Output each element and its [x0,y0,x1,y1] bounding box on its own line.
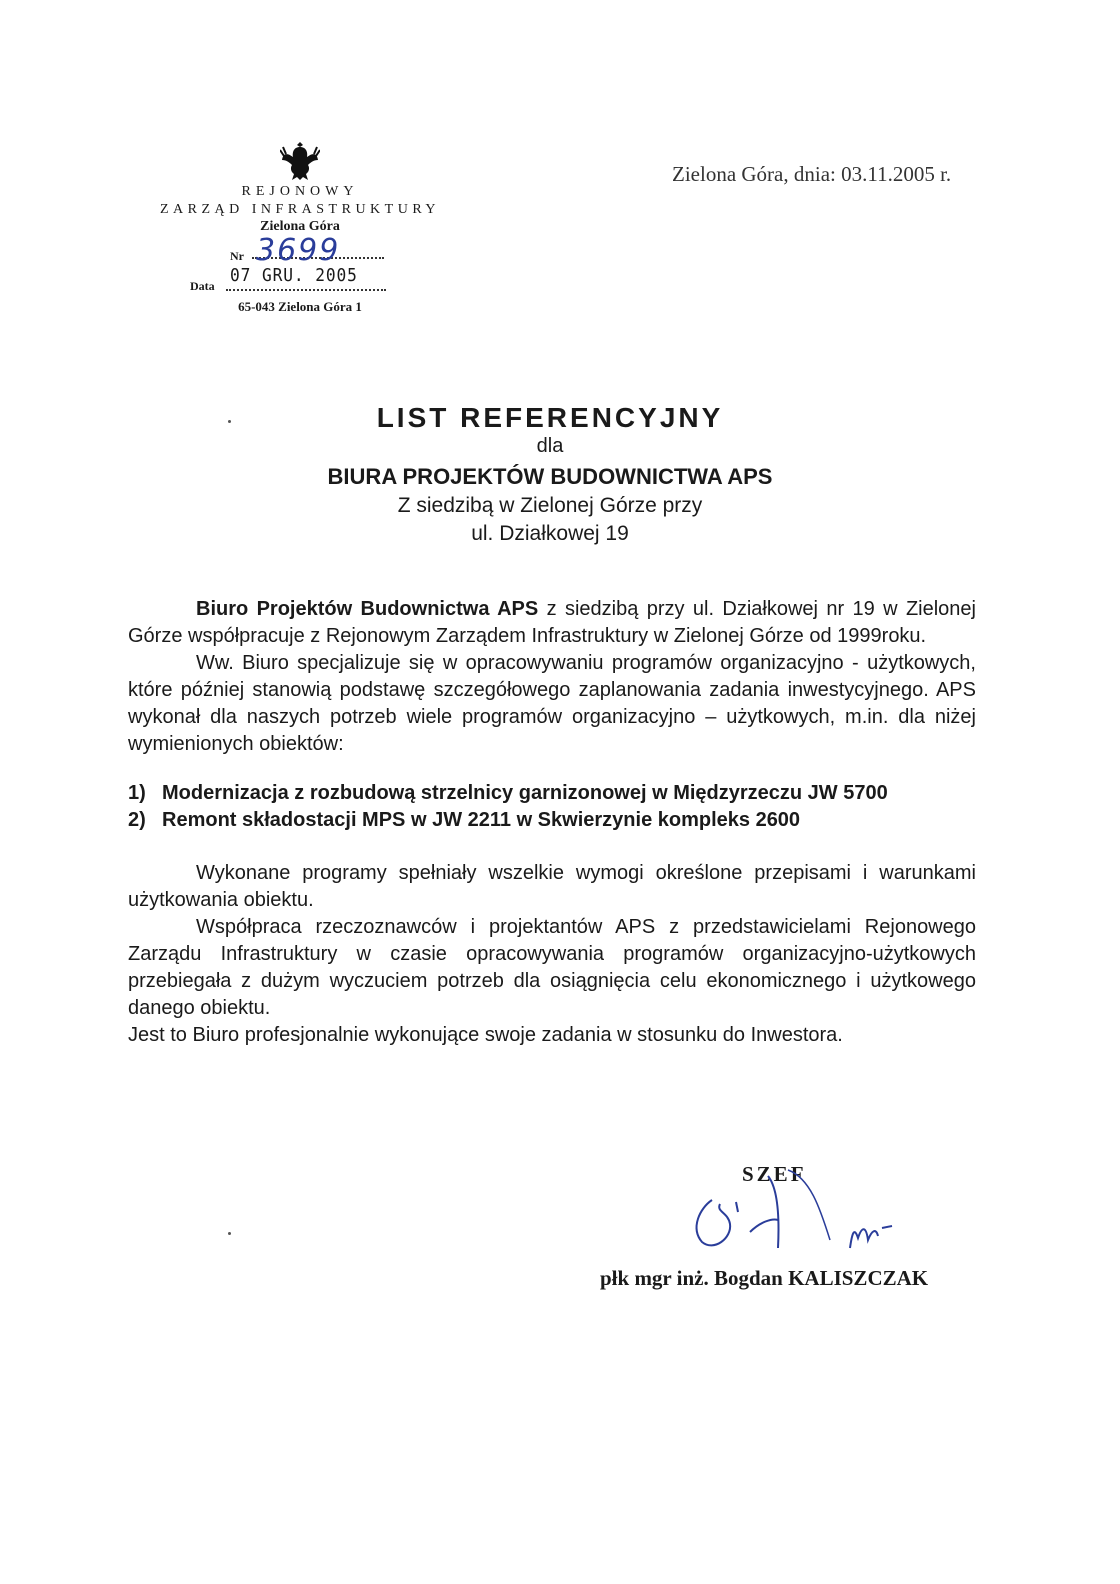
stamp-number-row [140,235,460,269]
paragraph-3: Wykonane programy spełniały wszelkie wymogi określone przepisami i warunkami użytkowania obiektu. [128,862,976,911]
title-company: BIURA PROJEKTÓW BUDOWNICTWA APS [327,464,773,489]
list-item [128,807,976,834]
letter-title: LIST REFERENCYJNY [376,402,724,433]
list-item-number: 1) [128,782,146,804]
nr-label: Nr [230,249,244,263]
stamp-title-line2: ZARZĄD INFRASTRUKTURY [159,202,440,217]
stamp-city: Zielona Góra [260,219,340,234]
letter-body [128,596,976,1049]
signature-title: SZEF [742,1162,807,1186]
company-name-bold: Biuro Projektów Budownictwa APS [196,598,539,620]
title-address-line2: ul. Działkowej 19 [471,522,629,545]
polish-eagle-icon [280,138,320,182]
objects-list [128,780,976,834]
office-stamp [140,138,460,315]
paragraph-5: Jest to Biuro profesjonalnie wykonujące swoje zadania w stosunku do Inwestora. [128,1024,843,1046]
title-address-line1: Z siedzibą w Zielonej Górze przy [397,494,703,517]
stamp-title-line1: REJONOWY [241,184,359,199]
handwritten-signature [680,1168,910,1258]
signatory-name: płk mgr inż. Bogdan KALISZCZAK [600,1266,929,1290]
list-item-text: Modernizacja z rozbudową strzelnicy garnizonowej w Międzyrzeczu JW 5700 [162,782,888,804]
data-dotted-line [226,289,386,291]
list-item-number: 2) [128,809,146,831]
paragraph-2: Ww. Biuro specjalizuje się w opracowywaniu programów organizacyjno - użytkowych, które później stanowią podstawę szczegółowego zaplanowania zadania inwestycyjnego. APS wykonał dla naszych potrzeb wiele programów organizacyjno – użytkowych, m.in. dla niżej wymienionych obiektów: [128,652,976,755]
data-stamped-value: 07 GRU. 2005 [230,265,358,286]
title-block [200,402,900,548]
stamp-date-row [140,265,460,295]
title-dla: dla [536,435,564,457]
paragraph-1-text: z siedzibą przy ul. Działkowej nr 19 w Zielonej Górze współpracuje z Rejonowym Zarządem Infrastruktury w Zielonej Górze od 1999roku. [128,598,976,647]
data-label: Data [190,279,215,293]
list-item [128,780,976,807]
list-item-text: Remont składostacji MPS w JW 2211 w Skwierzynie kompleks 2600 [162,809,801,831]
letter-date: Zielona Góra, dnia: 03.11.2005 r. [672,162,952,186]
paragraph-1 [128,596,976,650]
stamp-address: 65-043 Zielona Góra 1 [238,299,362,314]
scan-speck [228,1232,231,1235]
nr-handwritten-value: 3699 [256,233,341,268]
paragraph-4: Współpraca rzeczoznawców i projektantów APS z przedstawicielami Rejonowego Zarządu Infrastruktury w czasie opracowywania programów organizacyjno-użytkowych przebiegała z dużym wyczuciem potrzeb dla osiągnięcia celu ekonomicznego i użytkowego danego obiektu. [128,916,976,1019]
